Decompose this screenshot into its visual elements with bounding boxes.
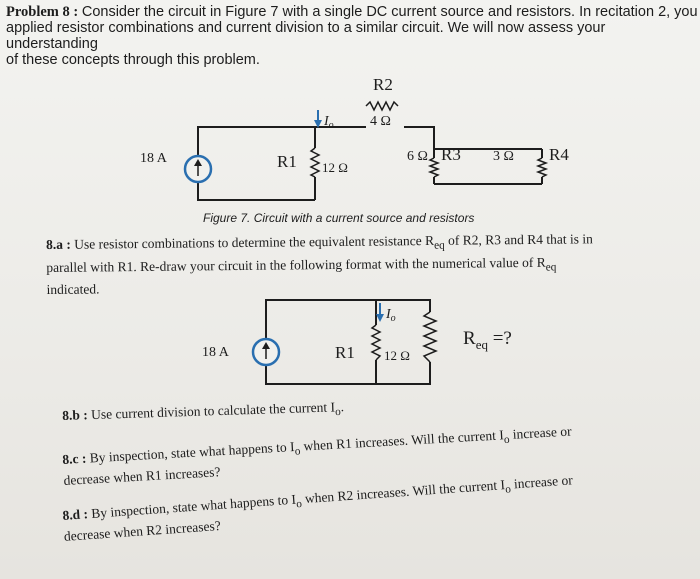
r1-value: 12 Ω	[322, 160, 348, 175]
r1-label: R1	[277, 152, 297, 171]
req-label: R	[463, 328, 476, 349]
figure-caption: Figure 7. Circuit with a current source and resistors	[203, 211, 475, 225]
problem-line-3: of these concepts through this problem.	[6, 52, 260, 68]
r2-label: R2	[373, 75, 393, 94]
r3-label: R3	[441, 145, 461, 164]
r4-value: 3 Ω	[493, 149, 514, 164]
svg-text:Io: $I_o$	[324, 114, 334, 131]
problem-line-2: applied resistor combinations and current division to a similar circuit. We will now assess your understanding	[6, 20, 606, 52]
r2-value: 4 Ω	[370, 114, 391, 129]
r1-value-2: 12 Ω	[384, 348, 410, 363]
r3-value: 6 Ω	[407, 149, 428, 164]
svg-text:Io: $I_o$	[386, 307, 396, 324]
question-8b: 8.b : Use current division to calculate the current $I_o$.	[62, 399, 345, 423]
problem-label: Problem 8 :	[6, 4, 79, 20]
question-8a: 8.a : Use resistor combinations to determine the equivalent resistance $R_{eq}$ of R2, R3 and R4 that is in parallel with R1. Re-draw your circuit in the following format with the numerical value of $R_{eq}$ indicated.	[46, 231, 593, 298]
io-label: I	[324, 114, 329, 129]
source-label-2: 18 A	[202, 345, 229, 360]
r4-label: R4	[549, 145, 569, 164]
svg-text:Req =?: $R_{eq}$ =?	[463, 328, 512, 352]
io-label-2: I	[386, 307, 391, 322]
r1-resistor-2	[372, 325, 380, 360]
q8a-label: 8.a :	[46, 236, 71, 252]
source-label: 18 A	[140, 151, 167, 166]
problem-line-1: Problem 8 : Consider the circuit in Figure 7 with a single DC current source and resistors. In recitation 2, you	[6, 4, 698, 20]
req-resistor	[424, 312, 436, 362]
io-arrow-icon-2	[376, 314, 384, 322]
r1-label-2: R1	[335, 343, 355, 362]
question-8d: 8.d : By inspection, state what happens to $I_o$ when R2 increases. Will the current $I_o$ increase or decrease when R2 increases?	[62, 472, 574, 544]
question-8c: 8.c : By inspection, state what happens to $I_o$ when R1 increases. Will the current $I_o$ increase or decrease when R1 increases?	[62, 423, 572, 488]
